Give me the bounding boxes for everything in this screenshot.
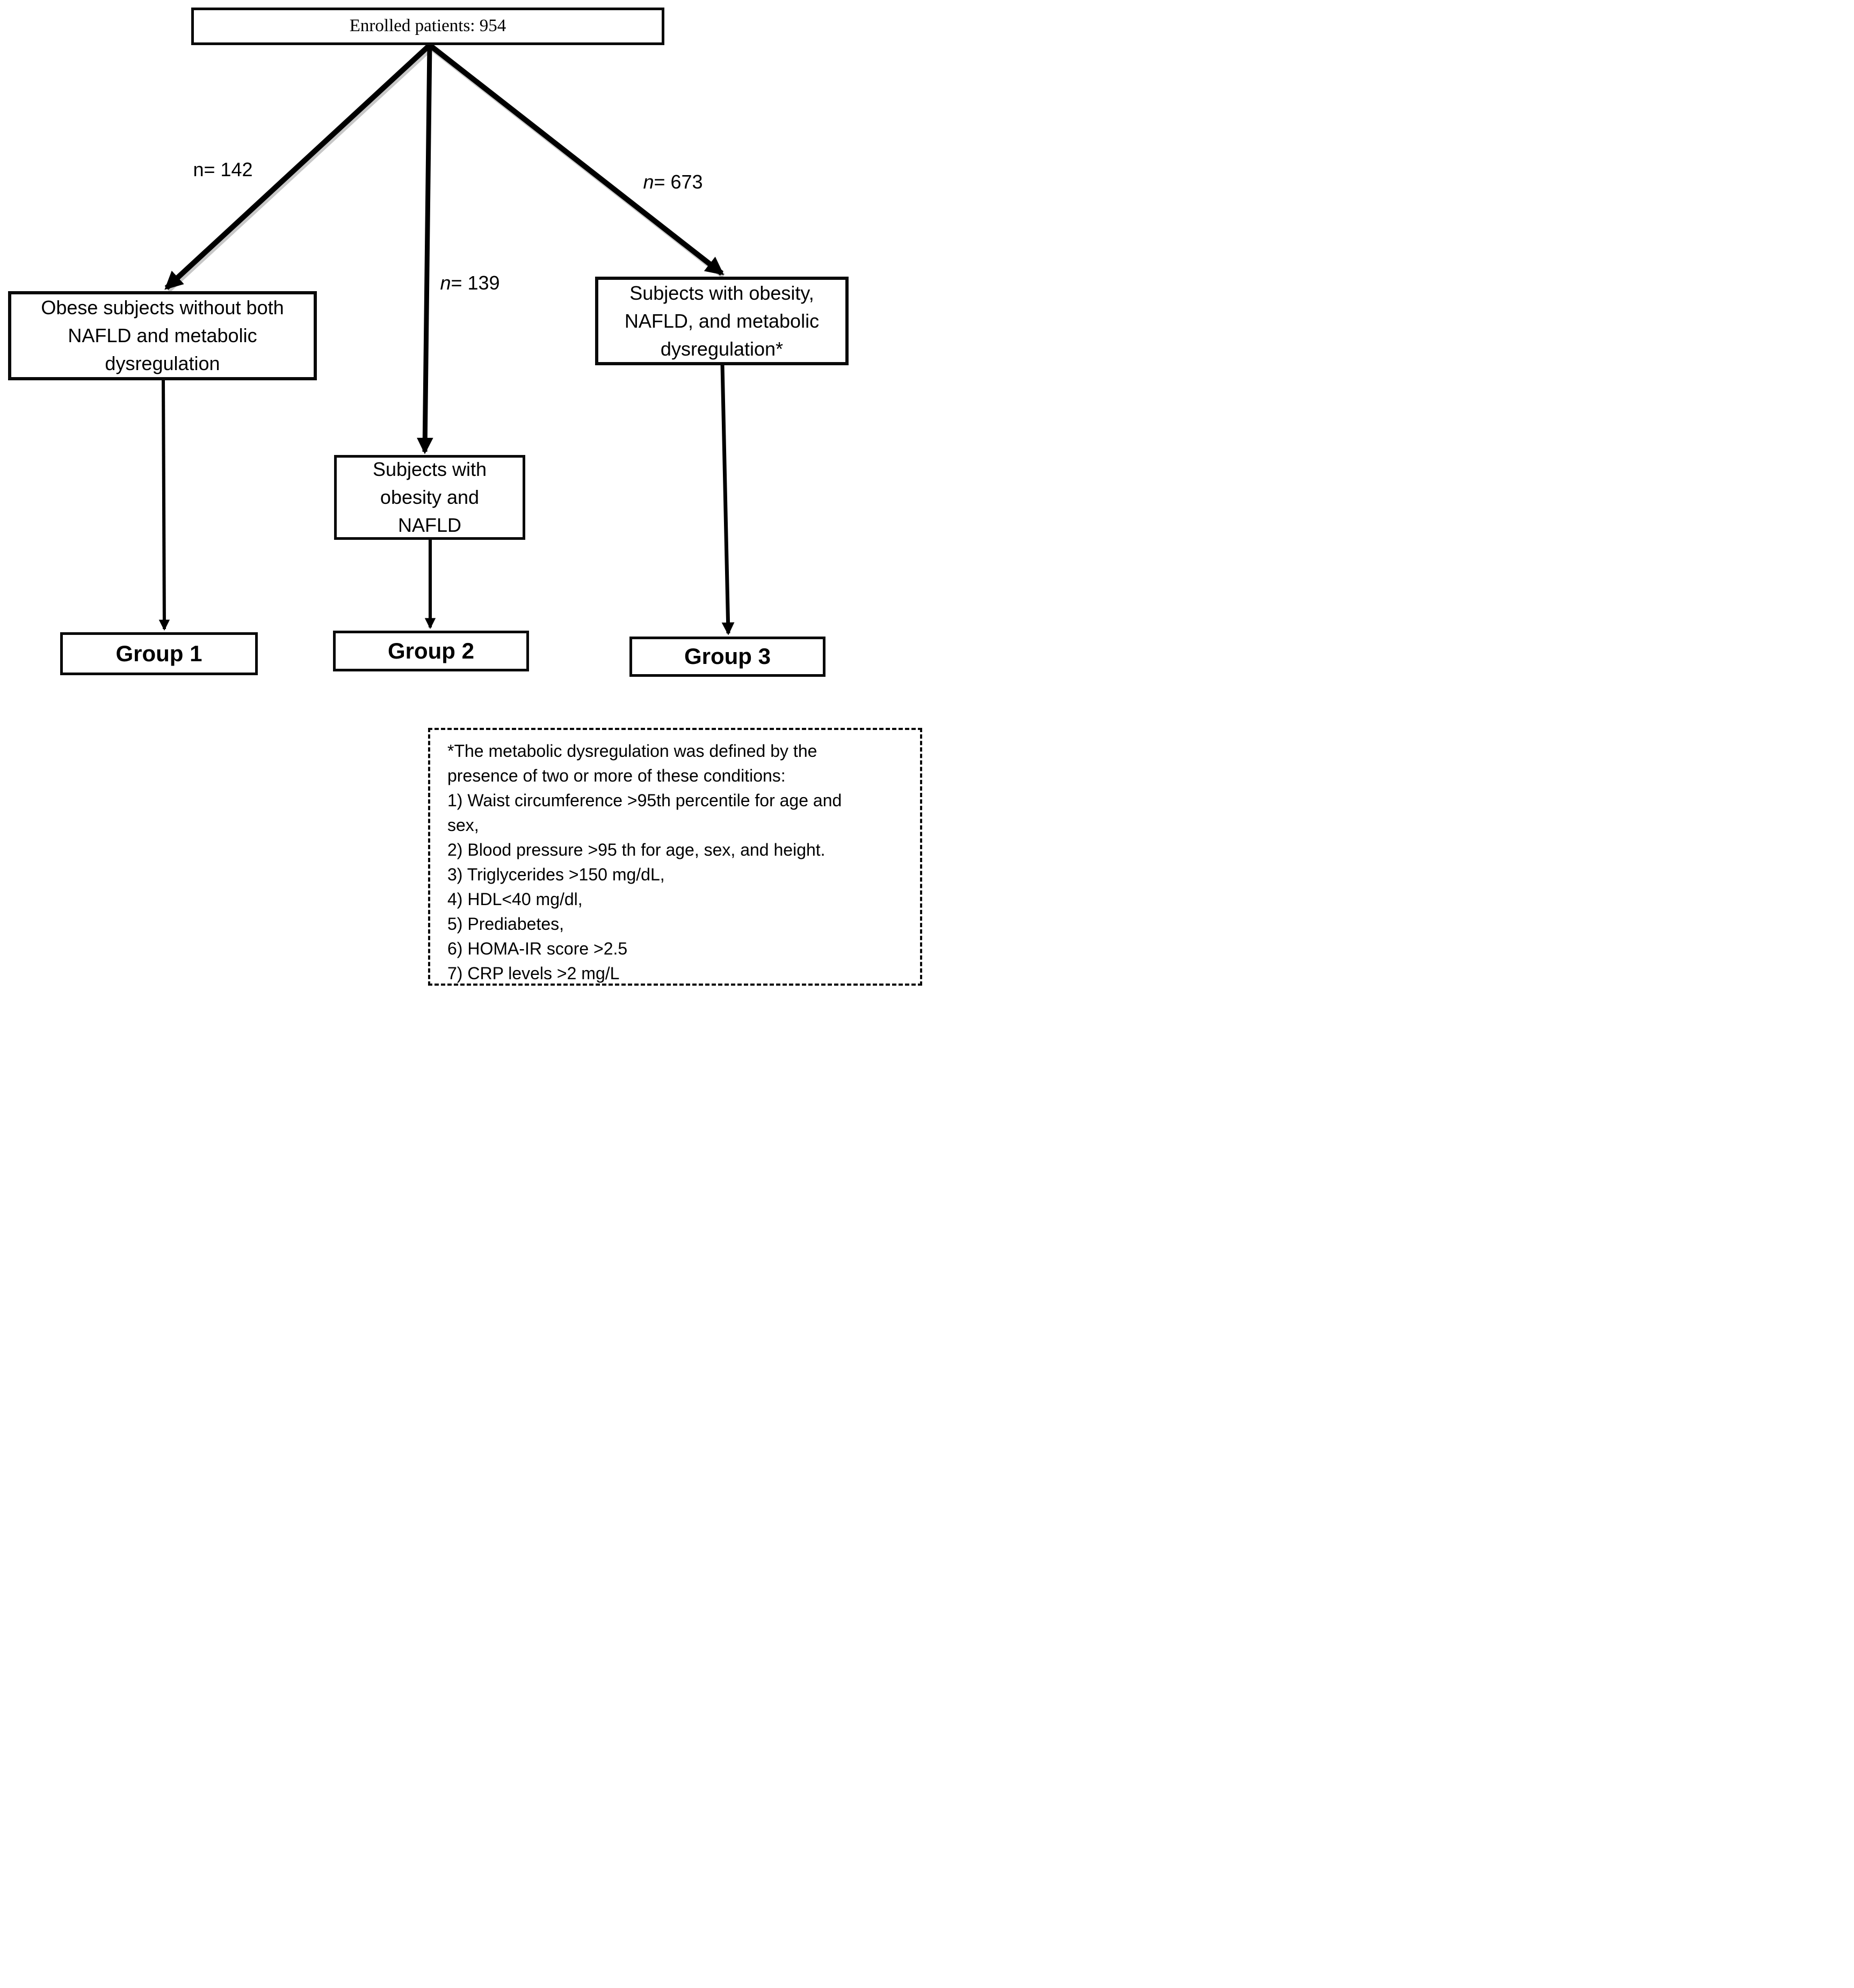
footnote-line: sex, <box>447 815 479 835</box>
criteria-group3-box <box>595 277 849 365</box>
arrow-enrolled-to-criteria-group3 <box>430 45 722 273</box>
edge-label-n-group1: n= 142 <box>193 158 253 180</box>
group2-box <box>333 631 529 671</box>
footnote-line: 3) Triglycerides >150 mg/dL, <box>447 865 665 884</box>
criteria-group3-text: Subjects with obesity, NAFLD, and metabolic dysregulation* <box>624 281 820 360</box>
group1-box <box>60 632 258 675</box>
group1-label: Group 1 <box>115 640 202 666</box>
group3-box <box>629 637 825 677</box>
arrow-enrolled-to-criteria-group2 <box>425 45 430 452</box>
metabolic-dysregulation-footnote <box>428 728 922 986</box>
arrow-criteria3-to-group3 <box>722 365 728 633</box>
edge-label-n-group3: n= 673 <box>643 171 703 193</box>
criteria-group2-text: Subjects with obesity and NAFLD <box>372 458 487 536</box>
criteria-group1-box <box>8 291 317 380</box>
enrolled-patients-label: Enrolled patients: 954 <box>349 16 506 36</box>
footnote-line: 5) Prediabetes, <box>447 914 564 934</box>
footnote-line: 6) HOMA-IR score >2.5 <box>447 939 628 958</box>
criteria-group1-text: Obese subjects without both NAFLD and metabolic dysregulation <box>41 297 284 374</box>
group3-label: Group 3 <box>684 644 771 669</box>
arrow-criteria1-to-group1 <box>163 380 164 629</box>
footnote-line: presence of two or more of these conditions: <box>447 766 786 785</box>
criteria-group2-box <box>334 455 525 540</box>
edge-label-n-group2: n= 139 <box>440 272 500 294</box>
enrollment-flowchart <box>0 0 927 994</box>
footnote-line: 1) Waist circumference >95th percentile for age and <box>447 791 842 810</box>
footnote-line: *The metabolic dysregulation was defined by the <box>447 741 817 761</box>
footnote-line: 7) CRP levels >2 mg/L <box>447 964 620 983</box>
footnote-line: 4) HDL<40 mg/dl, <box>447 890 583 909</box>
enrolled-patients-box <box>191 8 664 45</box>
group2-label: Group 2 <box>387 638 474 663</box>
footnote-line: 2) Blood pressure >95 th for age, sex, and height. <box>447 840 825 859</box>
